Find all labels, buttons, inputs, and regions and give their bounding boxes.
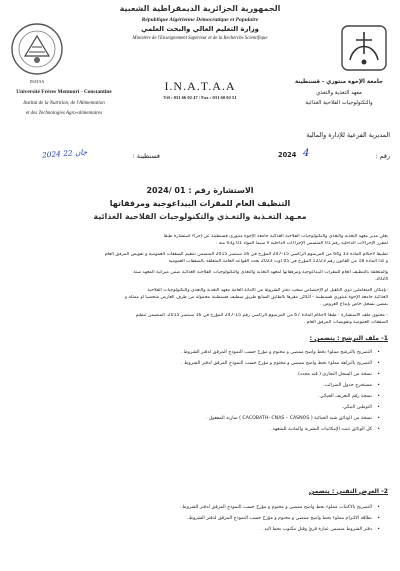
- university-logo-left: [10, 22, 64, 76]
- list-item: • نسخة من الوثائق شبه الجبائية ( CACOBATH- CNAS – CASNOS ) سارية المفعول .: [30, 416, 372, 421]
- paragraph-line: الغذائية جامعة الإخوة منتوري قسنطينة - الكائن مقرها بالطابق السابع طريق سطيف قسنطينة محمولة من طرف العارض شخصيا أو ممثله و: [124, 295, 388, 300]
- ref-year: 2024: [278, 151, 297, 159]
- handwritten-date: 2024 جان 22: [41, 147, 88, 160]
- paragraph-line: والمتعلقة بالتنظيف العام للمقرات البيداغوجية ومرفقاتها لمعهد التغذية والتغذي والتكنولوجيات الفلاحية الغذائية ضمن ميزانية المعهد سنة: [133, 270, 388, 275]
- list-item: • التصريح بالاكتتاب مملوء بخط واضح ممضي و مختوم و مؤرخ حسب النموذج المرفق لدفتر الشروط .: [30, 505, 372, 510]
- list-item: • التصريح بالنزاهة مملوء بخط واضح ممضي و مختوم و مؤرخ حسب النموذج المرفق لدفتر الشروط .: [30, 361, 372, 366]
- institute-ar-1: معهد التغذية والتغذي: [316, 90, 362, 96]
- consultation-number: الاستشارة رقم : 01 /2024: [146, 186, 254, 195]
- university-emblem-icon: [340, 24, 388, 72]
- left-logo-caption: INATAA: [29, 79, 45, 84]
- ministry-ar: وزارة التعليم العالي والبحث العلمي: [141, 25, 259, 33]
- paragraph-line: و كذا المادة 18 من القانون رقم 12/23 المؤرخ في 05 أوت 2023 يحدد القواعد العامة المتعلقة بالصفقات العمومية: [168, 259, 388, 264]
- list-item: • نسخة من السجل التجاري ( قيد مجدد).: [30, 372, 372, 377]
- institute-title: معـهد التغـذية والتغـذي والتكنولوجيات الفلاحية الغذائية: [93, 212, 307, 221]
- list-item: • بطاقة الالتزام مملوء بخط واضح ممضي و مختوم و مؤرخ حسب النموذج المرفق لدفتر الشروط.: [30, 516, 372, 521]
- paragraph-line: يمضي بسجل خاص بإيداع العروض .: [320, 302, 388, 307]
- list-item: • مستخرج جدول الضرائب.: [30, 383, 372, 388]
- section-2-heading: 2- العرض التقني : يتضمن: [309, 488, 388, 495]
- place-date-label: قسنطينة :: [132, 152, 160, 160]
- university-seal-icon: [10, 22, 64, 76]
- institute-acronym: I.N.A.T.A.A: [164, 79, 236, 93]
- university-ar: جامعة الإخوة منتوري - قسنطينة: [294, 79, 384, 85]
- paragraph-line: - محتوى ملف الاستشارة : طبقا لأحكام المادة 67 من المرسوم الرئاسي رقم 15-247 المؤرخ في 16 سبتمبر 2015، المتضمن تنظيم: [135, 313, 388, 318]
- republic-fr: République Algérienne Démocratique et Populaire: [141, 17, 259, 23]
- list-item: • التصريح بالترشح مملوء بخط واضح ممضي و مختوم و مؤرخ حسب النموذج المرفق لدفتر الشروط .: [30, 350, 372, 355]
- list-item: • دفتر الشروط متضمن عبارة قرئ وقبل مكتوب بخط اليد .: [30, 527, 372, 532]
- institute-ar-2: والتكنولوجيات الفلاحية الغذائية: [305, 100, 373, 106]
- directorate: المديرية الفرعية للإدارة والمالية: [306, 131, 390, 139]
- section-1-heading: 1- ملف الترشح : يتضمن :: [309, 335, 388, 342]
- institute-fr-1: Institut de la Nutrition, de l'Alimentation: [23, 101, 105, 106]
- paragraph-line: الصفقات العمومية وتفويضات المرفق العام .: [303, 320, 388, 325]
- paragraph-line: لمقرر الإجراءات الداخلية رقم 01 المتضمن الإجراءات الداخلية لا سيما المواد 01 و03 منه .: [215, 241, 388, 246]
- republic-ar: الجمهورية الجزائرية الديمقراطية الشعبية: [119, 4, 281, 13]
- list-item: • التوطين البنكي.: [30, 405, 372, 410]
- institute-fr-2: et des Technologies Agro-alimentaires: [25, 111, 103, 116]
- ref-label: رقم :: [375, 152, 390, 160]
- paragraph-line: -بإمكان المتعاملين ذوي التأهيل أو الإختصاص سحب دفتر الشروط من الأمانة العامة معهد التغذية والتغذي والتكنولوجيات الفلاحية: [147, 288, 388, 293]
- consultation-subject: التنظيف العام للمقرات البيداغوجية ومرفقاتها: [109, 199, 291, 208]
- phone-fax: Tél : 031 66 02 47 / Fax : 031 60 02 51: [163, 95, 237, 100]
- paragraph-line: 2024.: [374, 277, 388, 282]
- ministry-fr: Ministère de l'Enseignement Supérieur et de la Recherche Scientifique: [132, 36, 268, 41]
- university-fr: Université Frères Mentouri - Constantine: [16, 89, 112, 95]
- paragraph-line: يعلن مدير معهد التغذية والتغذي والتكنولوجيات الفلاحية الغذائية جامعة الإخوة منتوري قسنطينة عن إجراء استشارة طبقا: [163, 234, 388, 239]
- university-logo-right: [340, 24, 388, 72]
- paragraph-line: تطبيقا لأحكام المادة 13 و64 من المرسوم الرئاسي 15-247 المؤرخ في 16 سبتمبر 2015 المتضمن تنظيم الصفقات العمومية و تفويض المرفق العام: [104, 252, 388, 257]
- list-item: • نسخة رقم التعريف الجبائي.: [30, 394, 372, 399]
- list-item: • كل الوثائق تثبت الإمكانيات البشرية والمادية للمتعهد .: [30, 427, 372, 432]
- ref-number: 4: [303, 148, 310, 159]
